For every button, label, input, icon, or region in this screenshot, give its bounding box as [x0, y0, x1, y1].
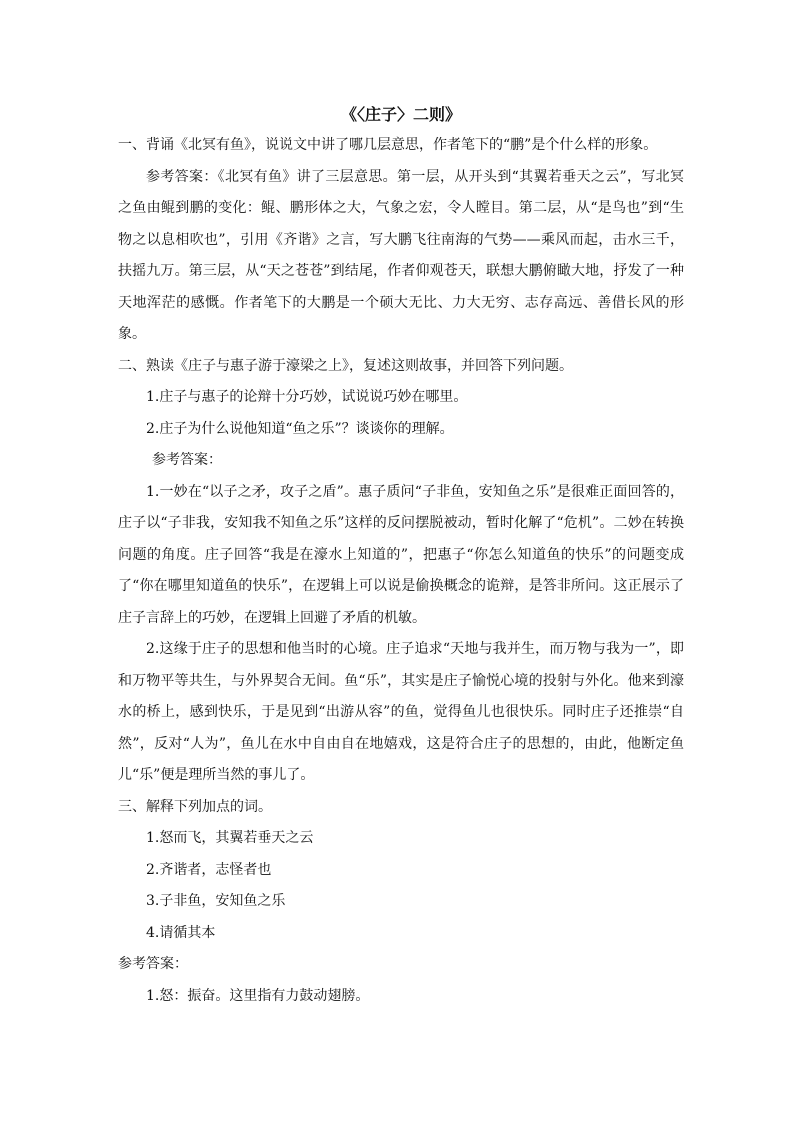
answer-3-item: 1.怒：振奋。这里指有力鼓动翅膀。	[146, 987, 370, 1004]
answer-2-label: 参考答案：	[152, 452, 222, 468]
question-2: 二、熟读《庄子与惠子游于濠梁之上》，复述这则故事，并回答下列问题。	[118, 357, 573, 374]
document-page	[118, 100, 684, 1012]
page-title: 《〈庄子〉二则》	[340, 105, 461, 124]
question-2-sub-2: 2.庄子为什么说他知道“鱼之乐”？谈谈你的理解。	[146, 420, 454, 437]
question-3-item: 2.齐谐者，志怪者也	[146, 861, 272, 878]
answer-2-part-2: 2.这缘于庄子的思想和他当时的心境。庄子追求“天地与我并生，而万物与我为一”，即和万物平等共生，与外界契合无间。鱼“乐”，其实是庄子愉悦心境的投射与外化。他来到濠水的桥上，感到快乐，于是见到“出游从容”的鱼，觉得鱼儿也很快乐。同时庄子还推崇“自然”，反对“人为”，鱼儿在水中自由自在地嬉戏，这是符合庄子的思想的，由此，他断定鱼儿“乐”便是理所当然的事儿了。	[118, 641, 684, 783]
question-3-item: 3.子非鱼，安知鱼之乐	[146, 893, 286, 909]
question-3-item: 1.怒而飞，其翼若垂天之云	[146, 830, 314, 846]
answer-3-label: 参考答案：	[118, 956, 188, 972]
question-1: 一、背诵《北冥有鱼》，说说文中讲了哪几层意思，作者笔下的“鹏”是个什么样的形象。	[118, 137, 658, 153]
answer-2-part-1: 1.一妙在“以子之矛，攻子之盾”。惠子质问“子非鱼，安知鱼之乐”是很难正面回答的，庄子以“子非我，安知我不知鱼之乐”这样的反问摆脱被动，暂时化解了“危机”。二妙在转换问题的角度。庄子回答“我是在濠水上知道的”，把惠子“你怎么知道鱼的快乐”的问题变成了“你在哪里知道鱼的快乐”，在逻辑上可以说是偷换概念的诡辩，是答非所问。这正展示了庄子言辞上的巧妙，在逻辑上回避了矛盾的机敏。	[118, 483, 684, 626]
question-2-sub-1: 1.庄子与惠子的论辩十分巧妙，试说说巧妙在哪里。	[146, 389, 468, 405]
answer-1: 参考答案：《北冥有鱼》讲了三层意思。第一层，从开头到“其翼若垂天之云”，写北冥之鱼由鲲到鹏的变化：鲲、鹏形体之大，气象之宏，令人瞠目。第二层，从“是鸟也”到“生物之以息相吹也”，引用《齐谐》之言，写大鹏飞往南海的气势——乘风而起，击水三千，扶摇九万。第三层，从“天之苍苍”到结尾，作者仰观苍天，联想大鹏俯瞰大地，抒发了一种天地浑茫的感慨。作者笔下的大鹏是一个硕大无比、力大无穷、志存高远、善借长风的形象。	[118, 168, 684, 342]
question-3: 三、解释下列加点的词。	[118, 798, 272, 815]
question-3-item: 4.请循其本	[146, 924, 216, 941]
